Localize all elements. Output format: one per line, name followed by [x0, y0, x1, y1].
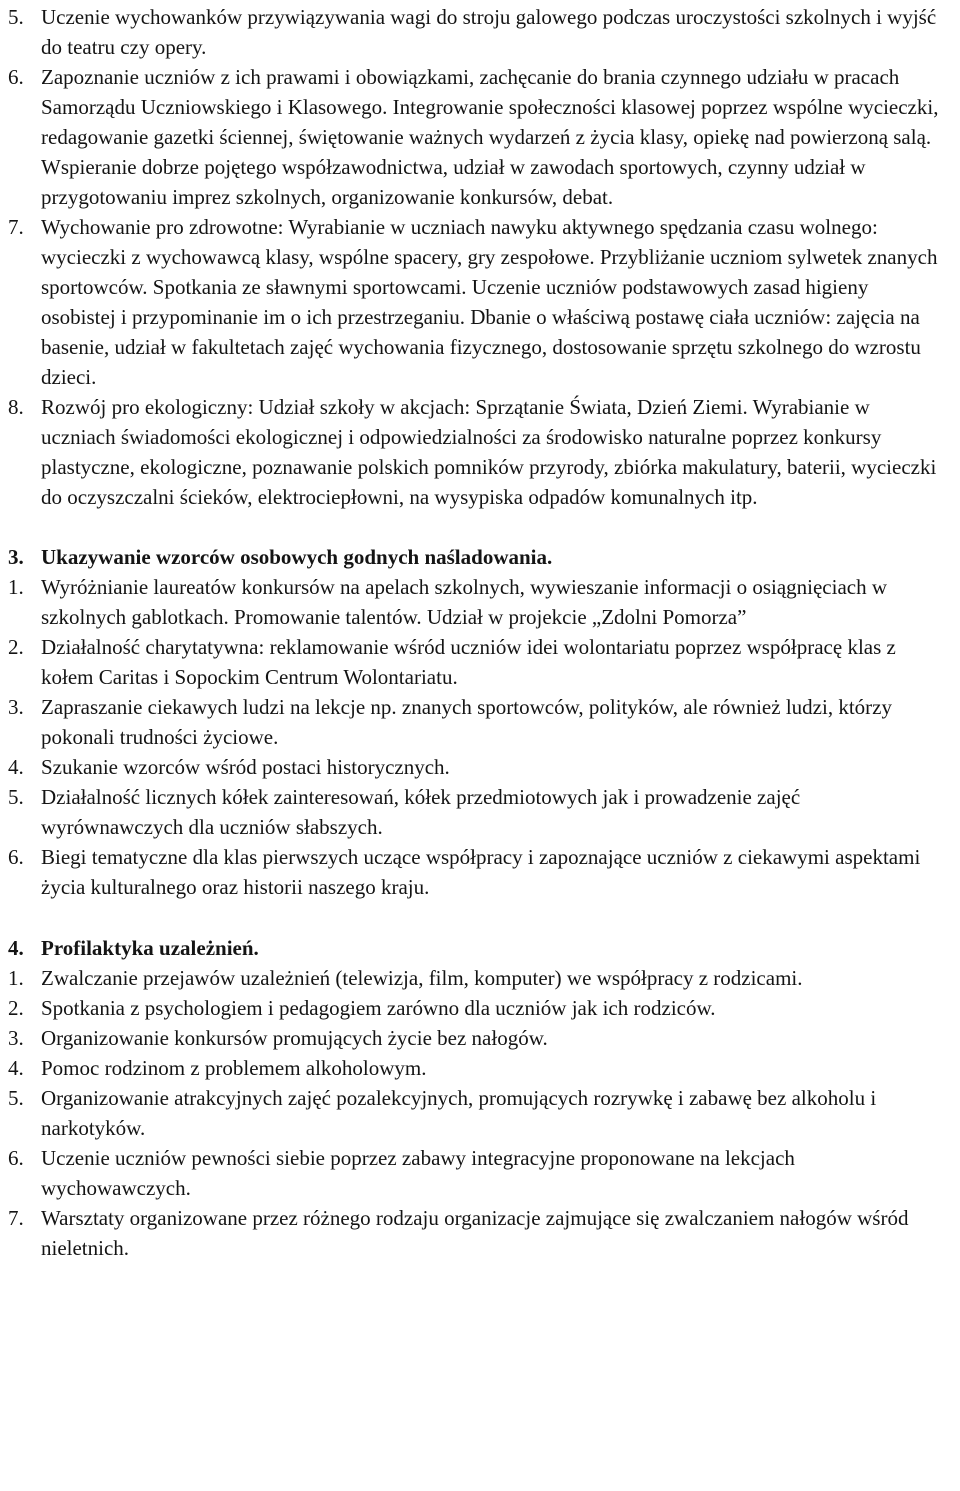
role-models-list — [8, 572, 940, 902]
item-number: 2. — [8, 635, 24, 659]
list-item — [8, 632, 940, 692]
list-item — [8, 752, 940, 782]
item-number: 4. — [8, 755, 24, 779]
list-item — [8, 692, 940, 752]
list-item — [8, 212, 940, 392]
item-text: Rozwój pro ekologiczny: Udział szkoły w akcjach: Sprzątanie Świata, Dzień Ziemi. Wyrabianie w uczniach świadomości ekologicznej i odpowiedzialności za środowisko naturalne poprzez konkursy plastyczne, ekologiczne, poznawanie polskich pomników przyrody, zbiórka makulatury, baterii, wycieczki do oczyszczalni ścieków, elektrociepłowni, na wysypiska odpadów komunalnych itp. — [41, 395, 937, 509]
item-number: 3. — [8, 1026, 24, 1050]
item-number: 2. — [8, 996, 24, 1020]
item-text: Zapraszanie ciekawych ludzi na lekcje np. znanych sportowców, polityków, ale również ludzi, którzy pokonali trudności życiowe. — [41, 695, 892, 749]
section-heading — [8, 542, 940, 572]
item-text: Uczenie wychowanków przywiązywania wagi do stroju galowego podczas uroczystości szkolnych i wyjść do teatru czy opery. — [41, 5, 937, 59]
addiction-prevention-list — [8, 963, 940, 1263]
item-number: 7. — [8, 215, 24, 239]
item-number: 5. — [8, 785, 24, 809]
item-text: Warsztaty organizowane przez różnego rodzaju organizacje zajmujące się zwalczaniem nałogów wśród nieletnich. — [41, 1206, 909, 1260]
list-item — [8, 392, 940, 512]
item-text: Organizowanie atrakcyjnych zajęć pozalekcyjnych, promujących rozrywkę i zabawę bez alkoholu i narkotyków. — [41, 1086, 877, 1140]
section-title: Ukazywanie wzorców osobowych godnych naśladowania. — [41, 545, 553, 569]
list-item — [8, 993, 940, 1023]
item-number: 4. — [8, 1056, 24, 1080]
item-number: 6. — [8, 845, 24, 869]
list-item — [8, 2, 940, 62]
list-item — [8, 1143, 940, 1203]
item-text: Uczenie uczniów pewności siebie poprzez zabawy integracyjne proponowane na lekcjach wychowawczych. — [41, 1146, 795, 1200]
item-number: 7. — [8, 1206, 24, 1230]
item-text: Działalność charytatywna: reklamowanie wśród uczniów idei wolontariatu poprzez współpracę klas z kołem Caritas i Sopockim Centrum Wolontariatu. — [41, 635, 896, 689]
item-text: Zapoznanie uczniów z ich prawami i obowiązkami, zachęcanie do brania czynnego udziału w pracach Samorządu Uczniowskiego i Klasowego. Integrowanie społeczności klasowej poprzez wspólne wycieczki, redagowanie gazetki ściennej, świętowanie ważnych wydarzeń z życia klasy, opiekę nad powierzoną salą. Wspieranie dobrze pojętego współzawodnictwa, udział w zawodach sportowych, czynny udział w przygotowaniu imprez szkolnych, organizowanie konkursów, debat. — [41, 65, 939, 209]
item-number: 6. — [8, 1146, 24, 1170]
list-item — [8, 1053, 940, 1083]
item-text: Zwalczanie przejawów uzależnień (telewizja, film, komputer) we współpracy z rodzicami. — [41, 966, 803, 990]
section-heading — [8, 933, 940, 963]
list-item — [8, 572, 940, 632]
section-number: 3. — [8, 545, 24, 569]
item-text: Wychowanie pro zdrowotne: Wyrabianie w uczniach nawyku aktywnego spędzania czasu wolnego: wycieczki z wychowawcą klasy, wspólne spacery, gry zespołowe. Przybliżanie uczniom sylwetek znanych sportowców. Spotkania ze sławnymi sportowcami. Uczenie uczniów podstawowych zasad higieny osobistej i przypominanie im o ich przestrzeganiu. Dbanie o właściwą postawę ciała uczniów: zajęcia na basenie, udział w fakultetach zajęć wychowania fizycznego, dostosowanie sprzętu szkolnego do wzrostu dzieci. — [41, 215, 938, 389]
list-item — [8, 963, 940, 993]
item-number: 1. — [8, 575, 24, 599]
item-text: Działalność licznych kółek zainteresowań, kółek przedmiotowych jak i prowadzenie zajęć wyrównawczych dla uczniów słabszych. — [41, 785, 801, 839]
item-number: 6. — [8, 65, 24, 89]
section-number: 4. — [8, 936, 24, 960]
continued-list — [8, 2, 940, 512]
list-item — [8, 842, 940, 902]
item-text: Organizowanie konkursów promujących życie bez nałogów. — [41, 1026, 548, 1050]
section-title: Profilaktyka uzależnień. — [41, 936, 259, 960]
item-number: 3. — [8, 695, 24, 719]
item-text: Biegi tematyczne dla klas pierwszych uczące współpracy i zapoznające uczniów z ciekawymi aspektami życia kulturalnego oraz historii naszego kraju. — [41, 845, 921, 899]
item-number: 1. — [8, 966, 24, 990]
item-text: Wyróżnianie laureatów konkursów na apelach szkolnych, wywieszanie informacji o osiągnięciach w szkolnych gablotkach. Promowanie talentów. Udział w projekcie „Zdolni Pomorza” — [41, 575, 888, 629]
list-item — [8, 1023, 940, 1053]
list-item — [8, 782, 940, 842]
list-item — [8, 1203, 940, 1263]
item-number: 8. — [8, 395, 24, 419]
item-text: Szukanie wzorców wśród postaci historycznych. — [41, 755, 450, 779]
item-number: 5. — [8, 5, 24, 29]
list-item — [8, 62, 940, 212]
item-number: 5. — [8, 1086, 24, 1110]
item-text: Pomoc rodzinom z problemem alkoholowym. — [41, 1056, 427, 1080]
list-item — [8, 1083, 940, 1143]
item-text: Spotkania z psychologiem i pedagogiem zarówno dla uczniów jak ich rodziców. — [41, 996, 716, 1020]
